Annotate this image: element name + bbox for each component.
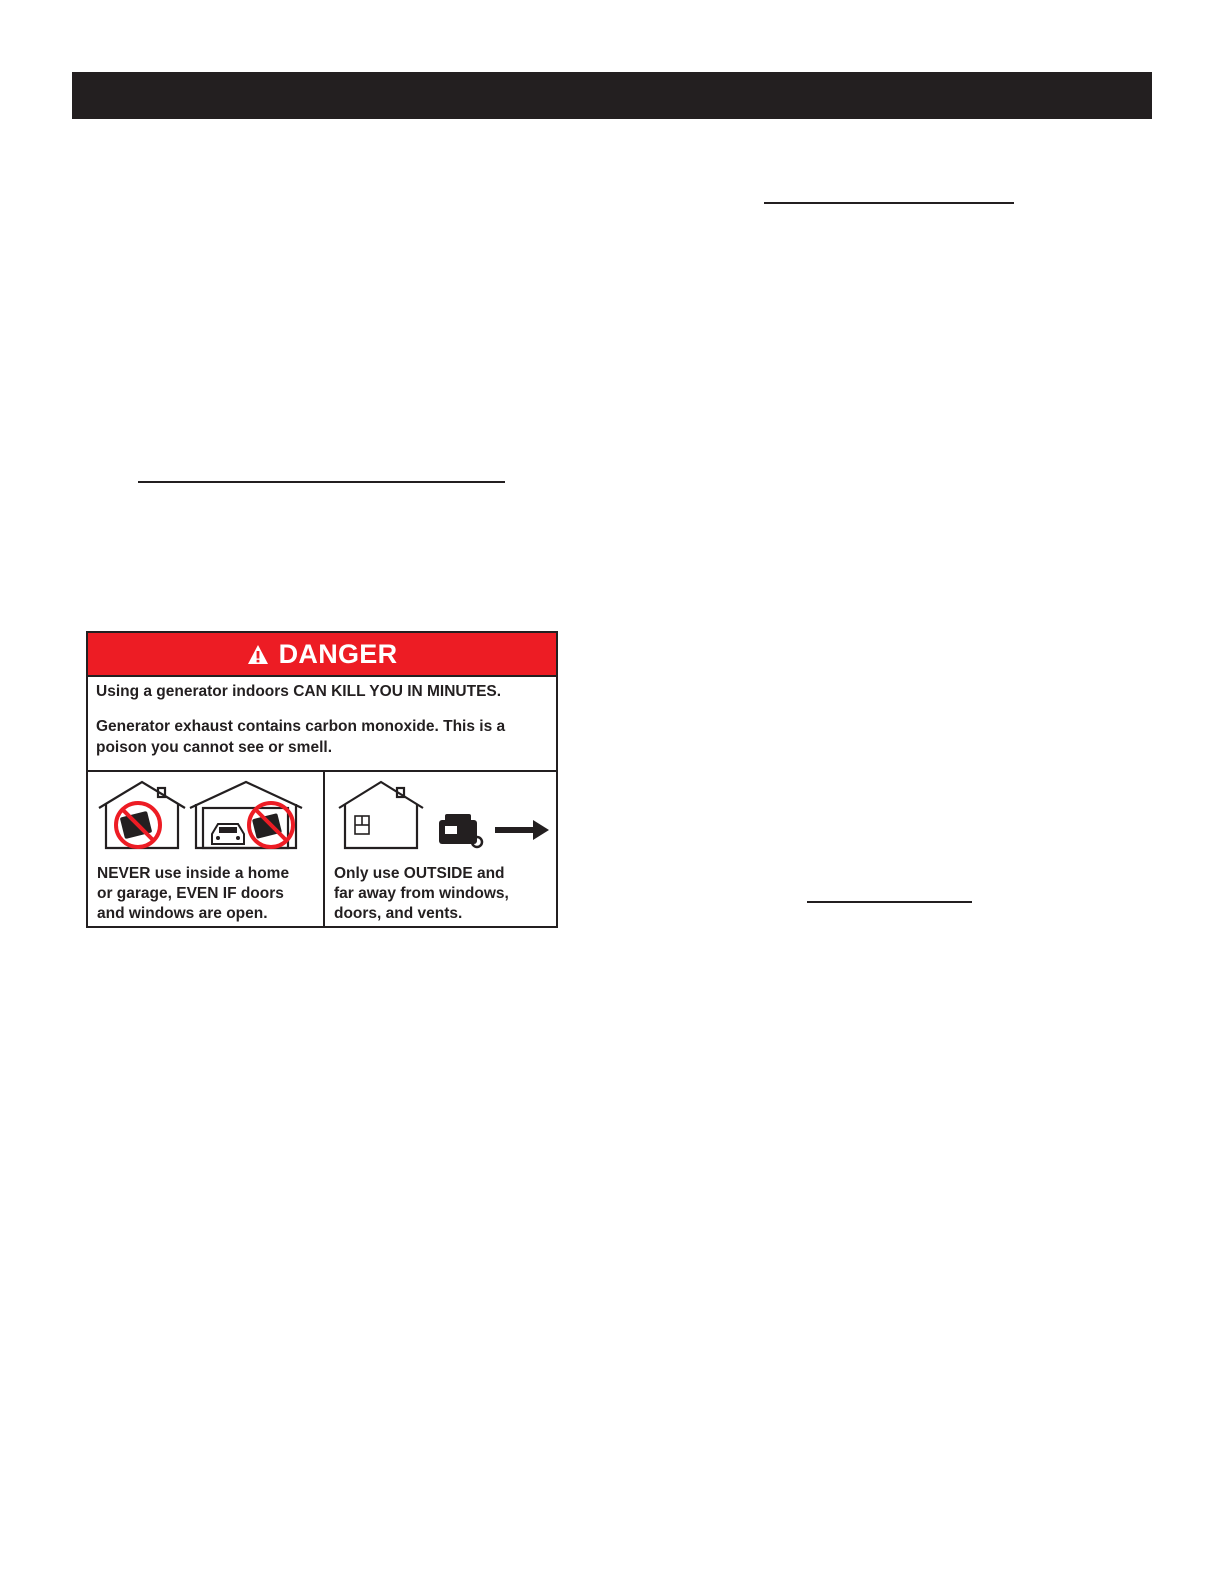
warning-triangle-icon [247,644,269,666]
danger-message-line2: Generator exhaust contains carbon monoxide. This is a poison you cannot see or smell. [96,718,506,756]
heading-underline-left [138,481,505,483]
danger-message [96,681,552,772]
danger-header [88,633,556,677]
arrow-right-icon [495,820,549,840]
window-icon [355,816,369,834]
house-icon [339,782,423,848]
generator-icon [439,814,482,847]
car-icon [212,824,244,844]
page-header-bar [72,72,1152,119]
never-indoors-panel [88,772,323,928]
outdoor-use-pictogram [325,772,558,862]
outdoor-only-panel [325,772,558,928]
heading-underline-right-bottom [807,901,972,903]
never-indoors-caption: NEVER use inside a home or garage, EVEN IF doors and windows are open. [97,865,290,922]
danger-label [86,631,558,928]
danger-message-line1: Using a generator indoors CAN KILL YOU IN MINUTES. [96,683,502,700]
danger-title: DANGER [278,638,398,669]
heading-underline-right-top [764,202,1014,204]
outdoor-only-caption: Only use OUTSIDE and far away from windows, doors, and vents. [334,865,509,922]
generator-icon [252,813,282,839]
indoor-prohibited-pictogram [88,772,323,862]
